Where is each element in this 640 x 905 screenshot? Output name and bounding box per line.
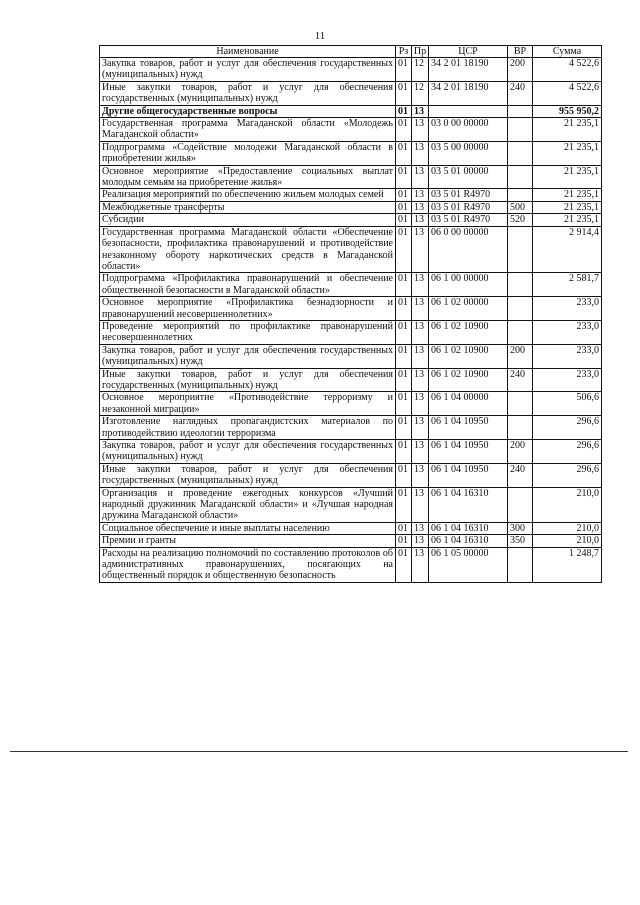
cell-csr: 06 1 04 16310	[429, 535, 508, 547]
table-row	[100, 226, 602, 273]
cell-pr: 13	[412, 273, 429, 297]
cell-name: Закупка товаров, работ и услуг для обеспечения государственных (муниципальных) нужд	[100, 58, 396, 82]
cell-rz: 01	[396, 226, 412, 273]
cell-sum: 233,0	[533, 297, 602, 321]
header-vr: ВР	[508, 46, 533, 58]
cell-pr: 13	[412, 297, 429, 321]
cell-rz: 01	[396, 141, 412, 165]
cell-pr: 13	[412, 522, 429, 534]
cell-rz: 01	[396, 105, 412, 117]
table-row	[100, 463, 602, 487]
cell-sum: 233,0	[533, 368, 602, 392]
cell-csr: 03 5 00 00000	[429, 141, 508, 165]
cell-rz: 01	[396, 189, 412, 201]
cell-name: Государственная программа Магаданской области «Обеспечение безопасности, профилактика правонарушений и противодействие незаконному обороту наркотических средств в Магаданской области»	[100, 226, 396, 273]
cell-vr: 350	[508, 535, 533, 547]
header-csr: ЦСР	[429, 46, 508, 58]
cell-vr: 200	[508, 58, 533, 82]
cell-rz: 01	[396, 165, 412, 189]
cell-vr	[508, 487, 533, 522]
cell-sum: 21 235,1	[533, 141, 602, 165]
cell-sum: 506,6	[533, 392, 602, 416]
cell-pr: 13	[412, 416, 429, 440]
cell-sum: 2 914,4	[533, 226, 602, 273]
cell-vr	[508, 189, 533, 201]
header-sum: Сумма	[533, 46, 602, 58]
cell-sum: 233,0	[533, 320, 602, 344]
cell-vr	[508, 392, 533, 416]
cell-csr: 06 0 00 00000	[429, 226, 508, 273]
cell-csr: 03 5 01 00000	[429, 165, 508, 189]
cell-rz: 01	[396, 297, 412, 321]
cell-csr: 03 5 01 R4970	[429, 189, 508, 201]
cell-sum: 210,0	[533, 522, 602, 534]
cell-sum: 210,0	[533, 487, 602, 522]
budget-table	[99, 45, 602, 583]
cell-pr: 13	[412, 189, 429, 201]
cell-name: Организация и проведение ежегодных конкурсов «Лучший народный дружинник Магаданской области» и «Лучшая народная дружина Магаданской области»	[100, 487, 396, 522]
cell-name: Другие общегосударственные вопросы	[100, 105, 396, 117]
table-row	[100, 118, 602, 142]
cell-name: Закупка товаров, работ и услуг для обеспечения государственных (муниципальных) нужд	[100, 440, 396, 464]
cell-pr: 13	[412, 214, 429, 226]
table-row	[100, 273, 602, 297]
cell-vr: 300	[508, 522, 533, 534]
cell-pr: 13	[412, 118, 429, 142]
cell-vr: 240	[508, 368, 533, 392]
cell-rz: 01	[396, 344, 412, 368]
cell-rz: 01	[396, 547, 412, 582]
cell-sum: 21 235,1	[533, 214, 602, 226]
cell-name: Подпрограмма «Профилактика правонарушений и обеспечение общественной безопасности в Магаданской области»	[100, 273, 396, 297]
table-row	[100, 320, 602, 344]
table-row	[100, 487, 602, 522]
cell-sum: 1 248,7	[533, 547, 602, 582]
cell-name: Субсидии	[100, 214, 396, 226]
cell-name: Основное мероприятие «Противодействие терроризму и незаконной миграции»	[100, 392, 396, 416]
cell-csr: 06 1 05 00000	[429, 547, 508, 582]
table-row	[100, 416, 602, 440]
header-name: Наименование	[100, 46, 396, 58]
table-row	[100, 535, 602, 547]
cell-csr: 06 1 00 00000	[429, 273, 508, 297]
cell-pr: 13	[412, 368, 429, 392]
cell-rz: 01	[396, 487, 412, 522]
page-number: 11	[314, 30, 326, 42]
table-row	[100, 81, 602, 105]
cell-pr: 13	[412, 547, 429, 582]
table-row	[100, 440, 602, 464]
cell-rz: 01	[396, 273, 412, 297]
cell-csr: 06 1 02 00000	[429, 297, 508, 321]
cell-csr: 06 1 04 16310	[429, 487, 508, 522]
cell-name: Иные закупки товаров, работ и услуг для обеспечения государственных (муниципальных) нужд	[100, 368, 396, 392]
cell-rz: 01	[396, 118, 412, 142]
header-pr: Пр	[412, 46, 429, 58]
table-row	[100, 392, 602, 416]
cell-pr: 13	[412, 165, 429, 189]
cell-rz: 01	[396, 201, 412, 213]
cell-vr: 200	[508, 440, 533, 464]
cell-sum: 296,6	[533, 463, 602, 487]
cell-vr	[508, 297, 533, 321]
table-row	[100, 214, 602, 226]
cell-vr	[508, 273, 533, 297]
table-row	[100, 368, 602, 392]
cell-csr	[429, 105, 508, 117]
cell-csr: 06 1 02 10900	[429, 368, 508, 392]
table-row	[100, 165, 602, 189]
footer-divider	[10, 751, 628, 752]
cell-vr	[508, 141, 533, 165]
cell-csr: 06 1 04 10950	[429, 416, 508, 440]
cell-csr: 06 1 04 10950	[429, 463, 508, 487]
table-row	[100, 547, 602, 582]
cell-rz: 01	[396, 392, 412, 416]
cell-csr: 06 1 04 16310	[429, 522, 508, 534]
cell-vr: 520	[508, 214, 533, 226]
table-row	[100, 201, 602, 213]
cell-sum: 210,0	[533, 535, 602, 547]
cell-vr	[508, 320, 533, 344]
table-row	[100, 297, 602, 321]
cell-vr	[508, 118, 533, 142]
table-row	[100, 105, 602, 117]
cell-pr: 13	[412, 487, 429, 522]
cell-csr: 06 1 02 10900	[429, 320, 508, 344]
cell-name: Расходы на реализацию полномочий по составлению протоколов об административных правонарушениях, посягающих на общественный порядок и общественную безопасность	[100, 547, 396, 582]
cell-vr	[508, 416, 533, 440]
cell-name: Подпрограмма «Содействие молодежи Магаданской области в приобретении жилья»	[100, 141, 396, 165]
cell-csr: 06 1 02 10900	[429, 344, 508, 368]
cell-name: Закупка товаров, работ и услуг для обеспечения государственных (муниципальных) нужд	[100, 344, 396, 368]
cell-csr: 03 0 00 00000	[429, 118, 508, 142]
cell-pr: 13	[412, 141, 429, 165]
table-row	[100, 344, 602, 368]
cell-rz: 01	[396, 368, 412, 392]
cell-rz: 01	[396, 58, 412, 82]
cell-vr	[508, 226, 533, 273]
cell-name: Государственная программа Магаданской области «Молодежь Магаданской области»	[100, 118, 396, 142]
cell-pr: 13	[412, 201, 429, 213]
cell-csr: 03 5 01 R4970	[429, 214, 508, 226]
table-row	[100, 522, 602, 534]
cell-name: Иные закупки товаров, работ и услуг для обеспечения государственных (муниципальных) нужд	[100, 81, 396, 105]
cell-vr: 240	[508, 463, 533, 487]
cell-rz: 01	[396, 81, 412, 105]
cell-vr: 200	[508, 344, 533, 368]
cell-name: Социальное обеспечение и иные выплаты населению	[100, 522, 396, 534]
cell-pr: 13	[412, 392, 429, 416]
header-rz: Рз	[396, 46, 412, 58]
cell-csr: 06 1 04 10950	[429, 440, 508, 464]
table-row	[100, 141, 602, 165]
cell-sum: 296,6	[533, 440, 602, 464]
cell-name: Межбюджетные трансферты	[100, 201, 396, 213]
cell-pr: 13	[412, 105, 429, 117]
cell-pr: 13	[412, 440, 429, 464]
cell-rz: 01	[396, 463, 412, 487]
cell-name: Реализация мероприятий по обеспечению жильем молодых семей	[100, 189, 396, 201]
cell-sum: 296,6	[533, 416, 602, 440]
cell-vr	[508, 105, 533, 117]
cell-pr: 12	[412, 58, 429, 82]
cell-vr: 240	[508, 81, 533, 105]
cell-sum: 233,0	[533, 344, 602, 368]
table-header-row	[100, 46, 602, 58]
cell-sum: 955 950,2	[533, 105, 602, 117]
cell-vr	[508, 165, 533, 189]
table-row	[100, 189, 602, 201]
cell-csr: 34 2 01 18190	[429, 81, 508, 105]
cell-csr: 06 1 04 00000	[429, 392, 508, 416]
cell-pr: 13	[412, 226, 429, 273]
cell-sum: 21 235,1	[533, 189, 602, 201]
cell-name: Основное мероприятие «Профилактика безнадзорности и правонарушений несовершеннолетних»	[100, 297, 396, 321]
cell-sum: 21 235,1	[533, 165, 602, 189]
cell-rz: 01	[396, 440, 412, 464]
cell-pr: 13	[412, 463, 429, 487]
cell-pr: 13	[412, 320, 429, 344]
cell-vr	[508, 547, 533, 582]
cell-pr: 12	[412, 81, 429, 105]
cell-sum: 4 522,6	[533, 81, 602, 105]
table-row	[100, 58, 602, 82]
cell-rz: 01	[396, 522, 412, 534]
cell-sum: 21 235,1	[533, 118, 602, 142]
cell-vr: 500	[508, 201, 533, 213]
cell-rz: 01	[396, 214, 412, 226]
cell-csr: 34 2 01 18190	[429, 58, 508, 82]
cell-name: Основное мероприятие «Предоставление социальных выплат молодым семьям на приобретение жилья»	[100, 165, 396, 189]
cell-pr: 13	[412, 535, 429, 547]
cell-name: Иные закупки товаров, работ и услуг для обеспечения государственных (муниципальных) нужд	[100, 463, 396, 487]
cell-sum: 21 235,1	[533, 201, 602, 213]
cell-rz: 01	[396, 416, 412, 440]
cell-sum: 4 522,6	[533, 58, 602, 82]
cell-rz: 01	[396, 320, 412, 344]
cell-name: Проведение мероприятий по профилактике правонарушений несовершеннолетних	[100, 320, 396, 344]
cell-rz: 01	[396, 535, 412, 547]
cell-csr: 03 5 01 R4970	[429, 201, 508, 213]
cell-sum: 2 581,7	[533, 273, 602, 297]
table-body	[100, 58, 602, 583]
cell-name: Премии и гранты	[100, 535, 396, 547]
cell-pr: 13	[412, 344, 429, 368]
cell-name: Изготовление наглядных пропагандистских материалов по противодействию идеологии терроризма	[100, 416, 396, 440]
